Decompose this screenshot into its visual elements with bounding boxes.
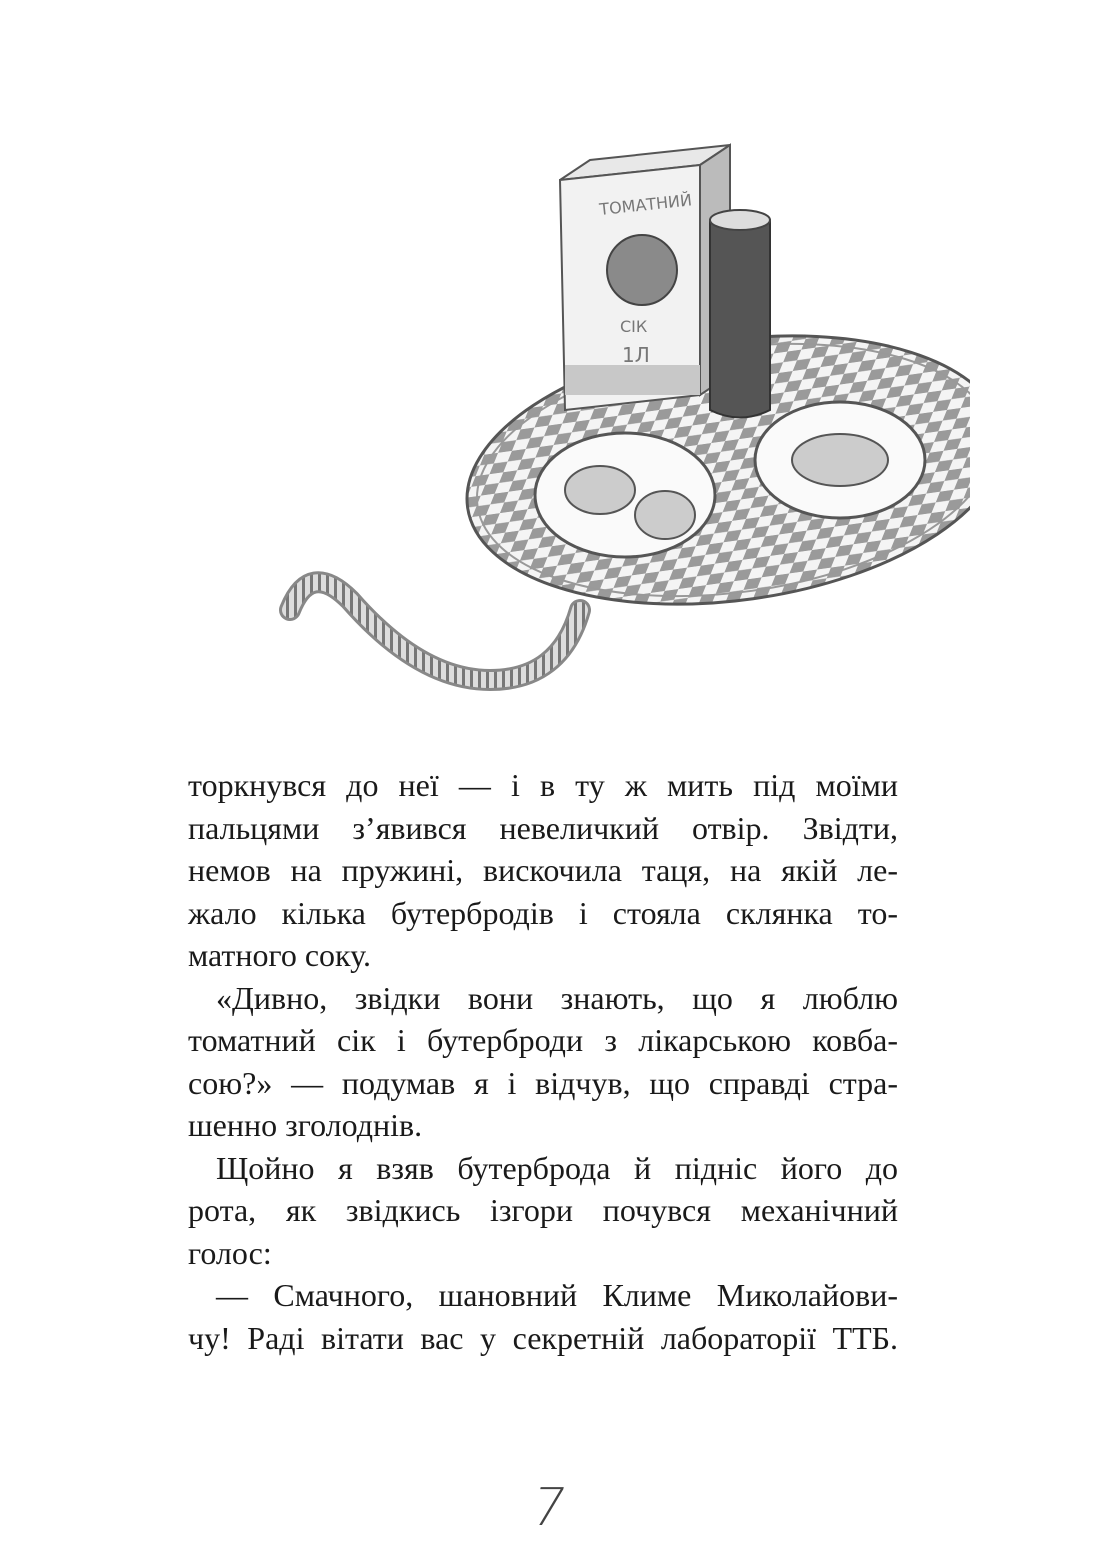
text-line: томатний сік і бутерброди з лікарською ковба- — [188, 1022, 898, 1058]
juice-box — [560, 145, 730, 410]
glass-of-juice — [710, 210, 770, 418]
text-line: жало кілька бутербродів і стояла склянка то- — [188, 894, 898, 931]
text-line: немов на пружині, вискочила таця, на якій ле- — [188, 852, 898, 888]
tray-illustration — [270, 120, 970, 730]
text-line: матного соку. — [188, 937, 371, 973]
paragraph — [188, 977, 898, 1147]
text-line: «Дивно, звідки вони знають, що я люблю — [216, 979, 898, 1016]
text-line: пальцями з’явився невеличкий отвір. Звідти, — [188, 809, 898, 846]
page-number: 7 — [525, 1478, 572, 1538]
box-label-top: ТОМАТНИЙ — [598, 190, 693, 219]
paragraph — [188, 764, 898, 977]
paragraph — [188, 1274, 898, 1359]
plate-left — [535, 433, 715, 557]
text-line: чу! Раді вітати вас у секретній лабораторії ТТБ. — [188, 1319, 898, 1356]
text-line: торкнувся до неї — і в ту ж мить під моїми — [188, 767, 898, 803]
text-line: рота, як звідкись ізгори почувся механічний — [188, 1192, 898, 1228]
text-line: голос: — [188, 1234, 272, 1271]
plate-right — [755, 402, 925, 518]
paragraph — [188, 1147, 898, 1275]
text-line: Щойно я взяв бутерброда й підніс його до — [216, 1149, 898, 1186]
box-label-bottom: СІК — [620, 317, 648, 336]
body-text — [188, 764, 898, 1359]
text-line: — Смачного, шановний Климе Миколайови- — [216, 1277, 898, 1313]
text-line: сою?» — подумав я і відчув, що справді стра- — [188, 1064, 898, 1101]
box-volume: 1Л — [622, 343, 650, 367]
text-line: шенно зголоднів. — [188, 1107, 423, 1143]
